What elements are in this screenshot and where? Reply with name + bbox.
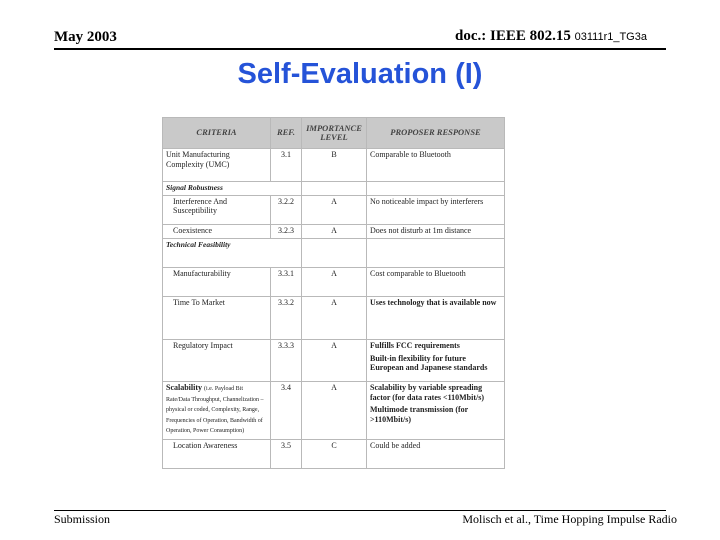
table-header-row <box>163 118 505 149</box>
response-cell: No noticeable impact by interferers <box>367 195 505 224</box>
response-cell: Comparable to Bluetooth <box>367 149 505 182</box>
response-cell: Cost comparable to Bluetooth <box>367 267 505 296</box>
table-row <box>163 149 505 182</box>
ref-cell: 3.3.3 <box>271 340 302 382</box>
ref-cell: 3.1 <box>271 149 302 182</box>
level-cell: C <box>302 439 367 468</box>
criteria-cell <box>163 382 271 440</box>
level-cell: A <box>302 195 367 224</box>
ref-cell: 3.5 <box>271 439 302 468</box>
table-row <box>163 267 505 296</box>
response-cell <box>367 382 505 440</box>
table-row <box>163 195 505 224</box>
criteria-cell: Unit Manufacturing Complexity (UMC) <box>163 149 271 182</box>
ref-cell: 3.3.1 <box>271 267 302 296</box>
header-doc-id <box>455 28 647 45</box>
section-row <box>163 238 505 267</box>
criteria-cell: Location Awareness <box>163 439 271 468</box>
level-cell: A <box>302 296 367 340</box>
table-row <box>163 439 505 468</box>
criteria-label: Scalability <box>166 383 203 393</box>
ref-cell: 3.3.2 <box>271 296 302 340</box>
header-rule <box>54 48 666 50</box>
header-criteria: CRITERIA <box>163 118 271 149</box>
response-line-1: Scalability by variable spreading factor (for data rates <110Mbit/s) <box>370 383 485 402</box>
criteria-cell: Coexistence <box>163 225 271 239</box>
header-doc-number: 03111r1_TG3a <box>574 31 647 43</box>
footer-rule <box>54 510 666 511</box>
footer-submission: Submission <box>54 512 111 526</box>
section-label: Signal Robustness <box>163 182 271 196</box>
header-date: May 2003 <box>54 29 117 45</box>
header-doc-prefix: doc.: IEEE 802.15 <box>455 28 571 44</box>
response-cell <box>367 340 505 382</box>
criteria-cell: Time To Market <box>163 296 271 340</box>
response-cell: Could be added <box>367 439 505 468</box>
response-line-2: Multimode transmission (for >110Mbit/s) <box>370 405 469 424</box>
ref-cell: 3.2.3 <box>271 225 302 239</box>
response-cell: Uses technology that is available now <box>367 296 505 340</box>
criteria-cell: Interference And Susceptibility <box>163 195 271 224</box>
table-row <box>163 296 505 340</box>
criteria-note: (i.e. Payload Bit Rate/Data Throughput, Channelization – physical or coded, Complexity, Range, Frequencies of Operation, Bandwidth of Operation, Power Consumption) <box>166 386 264 435</box>
criteria-cell: Regulatory Impact <box>163 340 271 382</box>
level-cell: B <box>302 149 367 182</box>
level-cell: A <box>302 267 367 296</box>
ref-cell: 3.4 <box>271 382 302 440</box>
self-evaluation-table <box>162 117 504 469</box>
table-row <box>163 225 505 239</box>
level-cell: A <box>302 340 367 382</box>
response-line-1: Fulfills FCC requirements <box>370 341 460 351</box>
table-row <box>163 382 505 440</box>
response-line-2: Built-in flexibility for future European and Japanese standards <box>370 353 488 373</box>
table-row <box>163 340 505 382</box>
section-label: Technical Feasibility <box>163 238 271 267</box>
response-cell: Does not disturb at 1m distance <box>367 225 505 239</box>
footer-authors: Molisch et al., Time Hopping Impulse Radio <box>462 512 677 526</box>
criteria-cell: Manufacturability <box>163 267 271 296</box>
ref-cell: 3.2.2 <box>271 195 302 224</box>
slide-title: Self-Evaluation (I) <box>237 58 483 90</box>
level-cell: A <box>302 382 367 440</box>
header-ref: REF. <box>271 118 302 149</box>
level-cell: A <box>302 225 367 239</box>
header-response: PROPOSER RESPONSE <box>367 118 505 149</box>
header-importance: IMPORTANCE LEVEL <box>302 118 367 149</box>
section-row <box>163 182 505 196</box>
